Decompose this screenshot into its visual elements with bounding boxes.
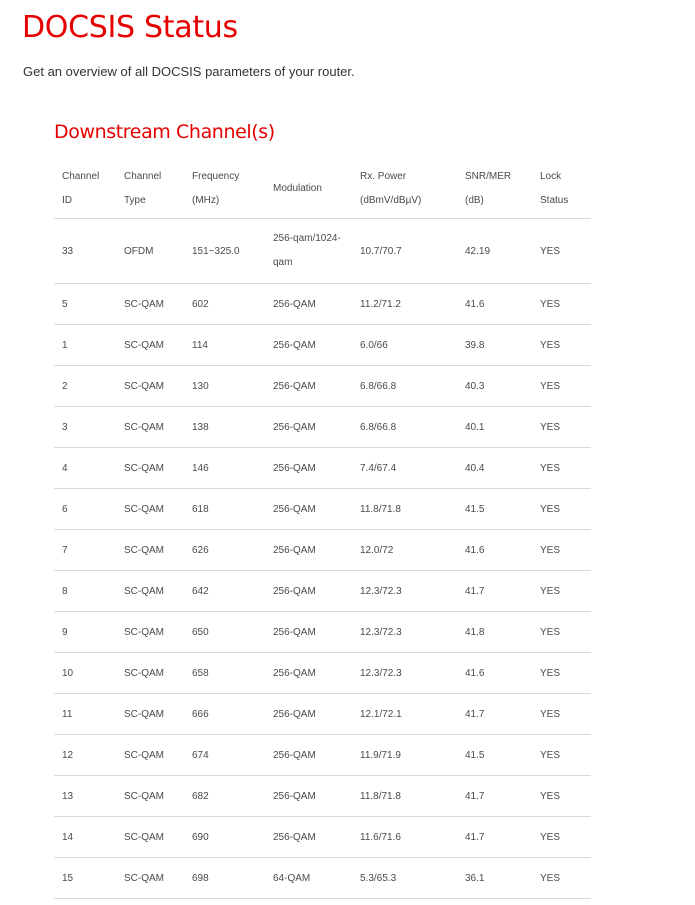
- cell-rx-power: 12.3/72.3: [352, 571, 457, 612]
- column-header-line: Type: [124, 194, 146, 206]
- cell-frequency: 666: [184, 694, 265, 735]
- column-header-rx-power: [352, 159, 457, 219]
- cell-channel-type: SC-QAM: [116, 571, 184, 612]
- column-header-line: Lock: [540, 170, 562, 182]
- cell-channel-id: 1: [54, 325, 116, 366]
- column-header-frequency: [184, 159, 265, 219]
- cell-channel-type: SC-QAM: [116, 325, 184, 366]
- cell-rx-power: 12.3/72.3: [352, 612, 457, 653]
- table-row: [54, 653, 591, 694]
- cell-frequency: 602: [184, 284, 265, 325]
- cell-frequency: 626: [184, 530, 265, 571]
- cell-lock-status: YES: [532, 776, 591, 817]
- page-subtitle: Get an overview of all DOCSIS parameters of your router.: [23, 64, 355, 79]
- column-header-line: (dBmV/dBµV): [360, 194, 422, 206]
- column-header-lock-status: [532, 159, 591, 219]
- cell-lock-status: YES: [532, 612, 591, 653]
- table-row: [54, 325, 591, 366]
- column-header-line: Status: [540, 194, 569, 206]
- cell-rx-power: 12.1/72.1: [352, 694, 457, 735]
- cell-lock-status: YES: [532, 448, 591, 489]
- cell-rx-power: 6.8/66.8: [352, 366, 457, 407]
- cell-rx-power: 6.0/66: [352, 325, 457, 366]
- column-header-line: Rx. Power: [360, 170, 407, 182]
- table-row: [54, 448, 591, 489]
- cell-frequency: 618: [184, 489, 265, 530]
- cell-lock-status: YES: [532, 530, 591, 571]
- table-row: [54, 366, 591, 407]
- cell-rx-power: 11.8/71.8: [352, 776, 457, 817]
- table-header-row: [54, 159, 591, 219]
- cell-snr-mer: 41.7: [457, 571, 532, 612]
- cell-channel-id: 12: [54, 735, 116, 776]
- cell-lock-status: YES: [532, 694, 591, 735]
- cell-frequency: 674: [184, 735, 265, 776]
- cell-modulation: 64-QAM: [265, 858, 352, 899]
- cell-channel-type: SC-QAM: [116, 448, 184, 489]
- table-row: [54, 489, 591, 530]
- table-row: [54, 612, 591, 653]
- cell-snr-mer: 41.7: [457, 776, 532, 817]
- cell-rx-power: 11.9/71.9: [352, 735, 457, 776]
- column-header-line: Channel: [62, 170, 100, 182]
- cell-channel-id: 9: [54, 612, 116, 653]
- cell-modulation: 256-QAM: [265, 735, 352, 776]
- column-header-line: ID: [62, 194, 72, 206]
- cell-modulation: 256-QAM: [265, 325, 352, 366]
- cell-channel-type: SC-QAM: [116, 776, 184, 817]
- cell-modulation: 256-QAM: [265, 448, 352, 489]
- cell-lock-status: YES: [532, 653, 591, 694]
- cell-channel-type: SC-QAM: [116, 817, 184, 858]
- column-header-line: Frequency: [192, 170, 240, 182]
- cell-rx-power: 12.0/72: [352, 530, 457, 571]
- cell-snr-mer: 39.8: [457, 325, 532, 366]
- cell-frequency: 642: [184, 571, 265, 612]
- cell-frequency: 658: [184, 653, 265, 694]
- cell-channel-id: 6: [54, 489, 116, 530]
- cell-lock-status: YES: [532, 735, 591, 776]
- cell-frequency: 690: [184, 817, 265, 858]
- page-title: DOCSIS Status: [22, 10, 238, 45]
- column-header-channel-id: [54, 159, 116, 219]
- cell-rx-power: 11.6/71.6: [352, 817, 457, 858]
- cell-snr-mer: 42.19: [457, 219, 532, 284]
- table-row: [54, 219, 591, 284]
- column-header-snr-mer: [457, 159, 532, 219]
- cell-channel-type: SC-QAM: [116, 735, 184, 776]
- cell-snr-mer: 41.5: [457, 735, 532, 776]
- cell-frequency: 682: [184, 776, 265, 817]
- cell-snr-mer: 40.4: [457, 448, 532, 489]
- column-header-modulation: [265, 159, 352, 219]
- cell-snr-mer: 41.6: [457, 284, 532, 325]
- cell-channel-type: SC-QAM: [116, 530, 184, 571]
- table-row: [54, 284, 591, 325]
- cell-lock-status: YES: [532, 325, 591, 366]
- cell-channel-type: SC-QAM: [116, 612, 184, 653]
- cell-snr-mer: 41.5: [457, 489, 532, 530]
- cell-channel-id: 4: [54, 448, 116, 489]
- cell-modulation: 256-QAM: [265, 653, 352, 694]
- cell-channel-id: 14: [54, 817, 116, 858]
- cell-modulation: 256-QAM: [265, 489, 352, 530]
- cell-frequency: 138: [184, 407, 265, 448]
- cell-channel-type: SC-QAM: [116, 653, 184, 694]
- cell-lock-status: YES: [532, 489, 591, 530]
- cell-modulation: 256-qam/1024-qam: [265, 219, 352, 284]
- cell-modulation: 256-QAM: [265, 612, 352, 653]
- cell-channel-id: 5: [54, 284, 116, 325]
- cell-rx-power: 6.8/66.8: [352, 407, 457, 448]
- cell-channel-type: SC-QAM: [116, 489, 184, 530]
- cell-snr-mer: 41.8: [457, 612, 532, 653]
- cell-frequency: 146: [184, 448, 265, 489]
- cell-frequency: 114: [184, 325, 265, 366]
- cell-rx-power: 5.3/65.3: [352, 858, 457, 899]
- cell-lock-status: YES: [532, 817, 591, 858]
- column-header-channel-type: [116, 159, 184, 219]
- cell-modulation: 256-QAM: [265, 776, 352, 817]
- cell-lock-status: YES: [532, 284, 591, 325]
- cell-channel-id: 7: [54, 530, 116, 571]
- cell-modulation: 256-QAM: [265, 571, 352, 612]
- cell-channel-type: OFDM: [116, 219, 184, 284]
- cell-modulation: 256-QAM: [265, 694, 352, 735]
- cell-snr-mer: 41.7: [457, 817, 532, 858]
- table-row: [54, 858, 591, 899]
- table-row: [54, 530, 591, 571]
- cell-lock-status: YES: [532, 219, 591, 284]
- table-row: [54, 571, 591, 612]
- cell-modulation: 256-QAM: [265, 284, 352, 325]
- cell-modulation: 256-QAM: [265, 366, 352, 407]
- cell-frequency: 650: [184, 612, 265, 653]
- table-row: [54, 817, 591, 858]
- cell-lock-status: YES: [532, 858, 591, 899]
- cell-snr-mer: 40.1: [457, 407, 532, 448]
- column-header-line: SNR/MER: [465, 170, 512, 182]
- cell-snr-mer: 36.1: [457, 858, 532, 899]
- cell-channel-id: 2: [54, 366, 116, 407]
- column-header-line: (dB): [465, 194, 484, 206]
- cell-frequency: 698: [184, 858, 265, 899]
- cell-channel-id: 15: [54, 858, 116, 899]
- cell-channel-type: SC-QAM: [116, 284, 184, 325]
- cell-channel-id: 11: [54, 694, 116, 735]
- cell-lock-status: YES: [532, 407, 591, 448]
- cell-channel-type: SC-QAM: [116, 366, 184, 407]
- cell-modulation: 256-QAM: [265, 530, 352, 571]
- cell-rx-power: 10.7/70.7: [352, 219, 457, 284]
- cell-snr-mer: 41.6: [457, 653, 532, 694]
- cell-channel-id: 13: [54, 776, 116, 817]
- cell-lock-status: YES: [532, 366, 591, 407]
- downstream-section-title: Downstream Channel(s): [54, 121, 275, 143]
- cell-snr-mer: 40.3: [457, 366, 532, 407]
- cell-frequency: 151~325.0: [184, 219, 265, 284]
- cell-channel-id: 3: [54, 407, 116, 448]
- cell-rx-power: 11.8/71.8: [352, 489, 457, 530]
- table-row: [54, 735, 591, 776]
- column-header-line: Channel: [124, 170, 162, 182]
- cell-snr-mer: 41.6: [457, 530, 532, 571]
- cell-frequency: 130: [184, 366, 265, 407]
- cell-snr-mer: 41.7: [457, 694, 532, 735]
- column-header-line: (MHz): [192, 194, 220, 206]
- cell-rx-power: 7.4/67.4: [352, 448, 457, 489]
- cell-channel-id: 33: [54, 219, 116, 284]
- cell-rx-power: 11.2/71.2: [352, 284, 457, 325]
- cell-channel-type: SC-QAM: [116, 858, 184, 899]
- cell-modulation: 256-QAM: [265, 407, 352, 448]
- cell-channel-id: 10: [54, 653, 116, 694]
- cell-channel-type: SC-QAM: [116, 407, 184, 448]
- table-row: [54, 407, 591, 448]
- table-row: [54, 694, 591, 735]
- cell-lock-status: YES: [532, 571, 591, 612]
- cell-rx-power: 12.3/72.3: [352, 653, 457, 694]
- cell-channel-id: 8: [54, 571, 116, 612]
- downstream-channels-table: [54, 159, 591, 899]
- cell-channel-type: SC-QAM: [116, 694, 184, 735]
- column-header-line: Modulation: [273, 182, 322, 194]
- cell-modulation: 256-QAM: [265, 817, 352, 858]
- table-row: [54, 776, 591, 817]
